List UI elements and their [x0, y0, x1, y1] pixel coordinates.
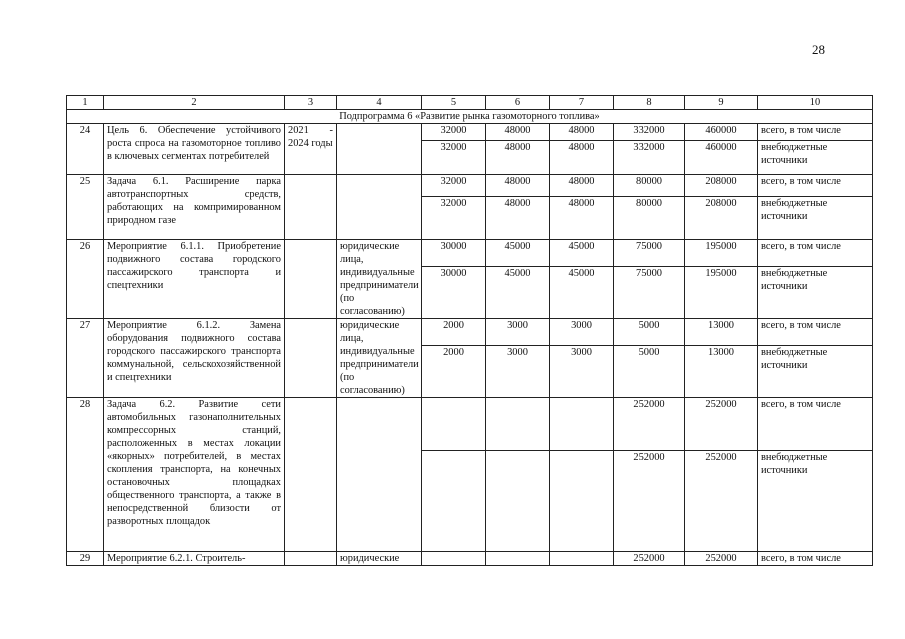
- header-cell: 9: [685, 96, 758, 110]
- value-cell: 460000: [685, 124, 758, 141]
- row-executor: юридические лица, индивидуальные предприниматели (по согласованию): [337, 240, 422, 319]
- row-period: [285, 240, 337, 319]
- row-period: [285, 175, 337, 240]
- value-cell: 252000: [614, 450, 685, 551]
- subprogram-title: Подпрограмма 6 «Развитие рынка газомоторного топлива»: [67, 110, 873, 124]
- value-cell: 208000: [685, 197, 758, 240]
- header-cell: 6: [486, 96, 550, 110]
- row-number: 27: [67, 319, 104, 398]
- source-label: всего, в том числе: [758, 240, 873, 267]
- value-cell: 3000: [550, 319, 614, 346]
- value-cell: 3000: [486, 345, 550, 397]
- value-cell: 252000: [614, 398, 685, 451]
- header-cell: 7: [550, 96, 614, 110]
- value-cell: 32000: [422, 175, 486, 197]
- header-cell: 3: [285, 96, 337, 110]
- header-cell: 1: [67, 96, 104, 110]
- source-label: всего, в том числе: [758, 124, 873, 141]
- header-cell: 10: [758, 96, 873, 110]
- table-row: [67, 240, 873, 267]
- row-executor: юридические лица, индивидуальные предприниматели (по согласованию): [337, 319, 422, 398]
- row-executor: [337, 124, 422, 175]
- source-label: всего, в том числе: [758, 552, 873, 566]
- row-number: 26: [67, 240, 104, 319]
- row-name: Мероприятие 6.1.1. Приобретение подвижного состава городского пассажирского транспорта и спецтехники: [104, 240, 285, 319]
- value-cell: [486, 450, 550, 551]
- page-number: 28: [812, 42, 825, 57]
- value-cell: 48000: [486, 141, 550, 175]
- value-cell: 32000: [422, 141, 486, 175]
- value-cell: 45000: [550, 240, 614, 267]
- value-cell: 208000: [685, 175, 758, 197]
- value-cell: 252000: [685, 552, 758, 566]
- value-cell: 48000: [486, 197, 550, 240]
- value-cell: [550, 552, 614, 566]
- value-cell: 45000: [550, 266, 614, 318]
- value-cell: 48000: [486, 175, 550, 197]
- value-cell: 80000: [614, 175, 685, 197]
- row-name: Задача 6.1. Расширение парка автотранспортных средств, работающих на компримированном природном газе: [104, 175, 285, 240]
- value-cell: 48000: [550, 175, 614, 197]
- source-label: внебюджетные источники: [758, 450, 873, 551]
- row-name: Мероприятие 6.1.2. Замена оборудования подвижного состава городского пассажирского транспорта коммунальной, сельскохозяйственной и спецтехники: [104, 319, 285, 398]
- value-cell: [486, 398, 550, 451]
- value-cell: [422, 398, 486, 451]
- value-cell: 48000: [550, 124, 614, 141]
- source-label: всего, в том числе: [758, 175, 873, 197]
- value-cell: 460000: [685, 141, 758, 175]
- table-row: [67, 175, 873, 197]
- value-cell: 252000: [614, 552, 685, 566]
- value-cell: 13000: [685, 319, 758, 346]
- value-cell: 332000: [614, 124, 685, 141]
- header-cell: 2: [104, 96, 285, 110]
- row-name: Цель 6. Обеспечение устойчивого роста спроса на газомоторное топливо в ключевых сегментах потребителей: [104, 124, 285, 175]
- source-label: всего, в том числе: [758, 319, 873, 346]
- value-cell: 48000: [486, 124, 550, 141]
- value-cell: 195000: [685, 240, 758, 267]
- value-cell: 252000: [685, 450, 758, 551]
- value-cell: 75000: [614, 266, 685, 318]
- table-row: [67, 398, 873, 451]
- header-cell: 4: [337, 96, 422, 110]
- source-label: внебюджетные источники: [758, 197, 873, 240]
- row-executor: юридические: [337, 552, 422, 566]
- row-period: [285, 398, 337, 552]
- value-cell: 5000: [614, 319, 685, 346]
- row-name: Мероприятие 6.2.1. Строитель-: [104, 552, 285, 566]
- value-cell: [550, 398, 614, 451]
- value-cell: 48000: [550, 141, 614, 175]
- row-period: [285, 552, 337, 566]
- row-number: 24: [67, 124, 104, 175]
- value-cell: 45000: [486, 266, 550, 318]
- value-cell: [422, 552, 486, 566]
- row-number: 25: [67, 175, 104, 240]
- table-header-row: [67, 96, 873, 110]
- value-cell: 195000: [685, 266, 758, 318]
- program-table: [66, 95, 873, 566]
- source-label: внебюджетные источники: [758, 141, 873, 175]
- row-period: [285, 319, 337, 398]
- header-cell: 8: [614, 96, 685, 110]
- value-cell: 3000: [486, 319, 550, 346]
- table-row: [67, 552, 873, 566]
- value-cell: 13000: [685, 345, 758, 397]
- value-cell: 32000: [422, 124, 486, 141]
- value-cell: 252000: [685, 398, 758, 451]
- source-label: внебюджетные источники: [758, 266, 873, 318]
- value-cell: 3000: [550, 345, 614, 397]
- row-executor: [337, 398, 422, 552]
- row-period: 2021 - 2024 годы: [285, 124, 337, 175]
- value-cell: 32000: [422, 197, 486, 240]
- row-number: 28: [67, 398, 104, 552]
- value-cell: 332000: [614, 141, 685, 175]
- value-cell: 30000: [422, 266, 486, 318]
- value-cell: 45000: [486, 240, 550, 267]
- source-label: внебюджетные источники: [758, 345, 873, 397]
- value-cell: [550, 450, 614, 551]
- value-cell: 75000: [614, 240, 685, 267]
- value-cell: 80000: [614, 197, 685, 240]
- value-cell: 2000: [422, 345, 486, 397]
- table-row: [67, 124, 873, 141]
- row-executor: [337, 175, 422, 240]
- value-cell: 2000: [422, 319, 486, 346]
- value-cell: 30000: [422, 240, 486, 267]
- value-cell: [486, 552, 550, 566]
- row-number: 29: [67, 552, 104, 566]
- value-cell: 48000: [550, 197, 614, 240]
- source-label: всего, в том числе: [758, 398, 873, 451]
- row-name: Задача 6.2. Развитие сети автомобильных газонаполнительных компрессорных станций, расположенных в местах локации «якорных» потребителей, в местах скопления транспорта, на конечных остановочных площадках общественного транспорта, а также в непосредственной близости от разворотных площадок: [104, 398, 285, 552]
- subprogram-row: [67, 110, 873, 124]
- value-cell: [422, 450, 486, 551]
- value-cell: 5000: [614, 345, 685, 397]
- header-cell: 5: [422, 96, 486, 110]
- table-row: [67, 319, 873, 346]
